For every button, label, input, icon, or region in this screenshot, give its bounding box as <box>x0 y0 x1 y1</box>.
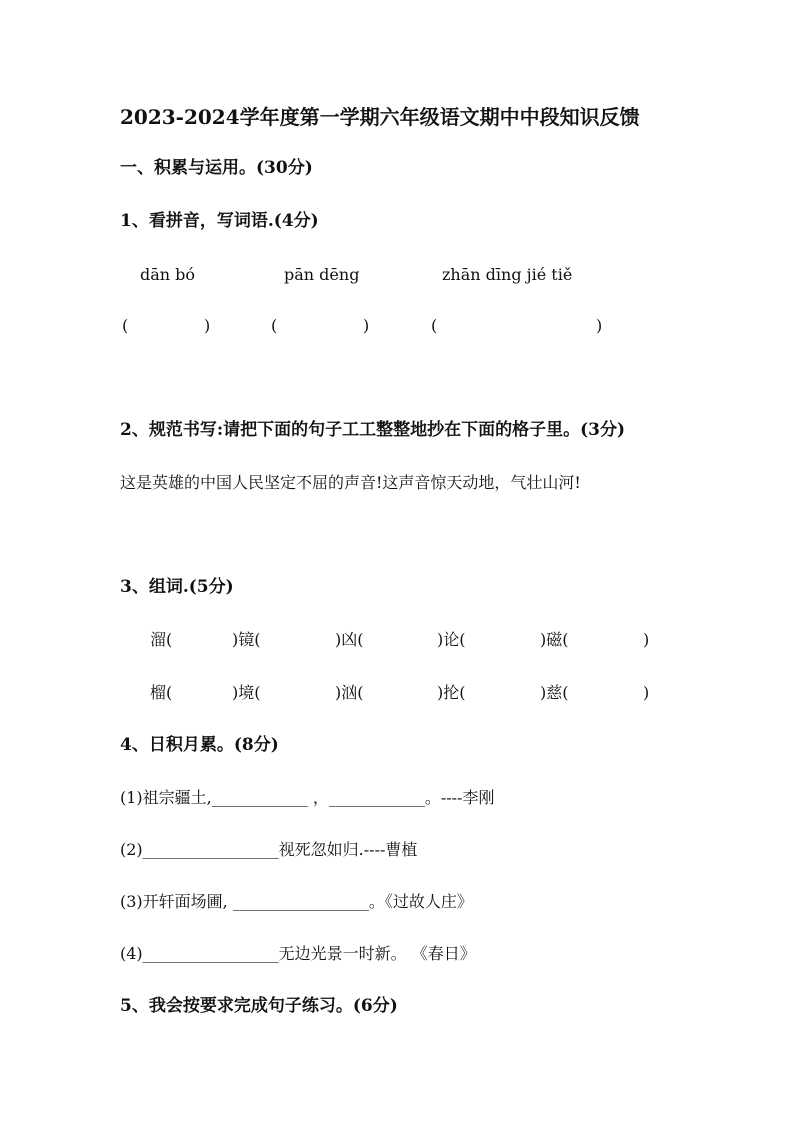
poem-fill-4: (4)_________________无边光景一时新。 《春日》 <box>120 944 476 963</box>
word-prompt-5: )磁( <box>540 630 569 649</box>
pinyin-3: zhān dīng jié tiě <box>442 265 573 284</box>
answer-box-2-close: ) <box>363 316 370 335</box>
question-4-heading: 4、日积月累。(8分) <box>120 735 279 755</box>
poem-fill-3: (3)开轩面场圃, _________________。《过故人庄》 <box>120 892 473 911</box>
word-prompt-4: )论( <box>437 630 466 649</box>
answer-box-3-open: ( <box>431 316 438 335</box>
question-3-heading: 3、组词.(5分) <box>120 577 234 597</box>
copy-sentence: 这是英雄的中国人民坚定不屈的声音!这声音惊天动地，气壮山河! <box>120 473 581 492</box>
answer-box-2-open: ( <box>271 316 278 335</box>
poem-fill-2: (2)_________________视死忽如归.----曹植 <box>120 840 418 859</box>
word-prompt-8: )汹( <box>335 683 364 702</box>
question-2-heading: 2、规范书写:请把下面的句子工工整整地抄在下面的格子里。(3分) <box>120 420 626 440</box>
page-title: 2023-2024学年度第一学期六年级语文期中中段知识反馈 <box>120 105 640 129</box>
question-1-heading: 1、看拼音，写词语.(4分) <box>120 211 319 231</box>
question-5-heading: 5、我会按要求完成句子练习。(6分) <box>120 996 398 1016</box>
poem-fill-1: (1)祖宗疆土,____________ ，____________。----李刚 <box>120 788 495 807</box>
word-prompt-9: )抡( <box>437 683 466 702</box>
answer-box-1-open: ( <box>122 316 129 335</box>
section-heading: 一、积累与运用。(30分) <box>120 158 313 178</box>
word-prompt-3: )凶( <box>335 630 364 649</box>
answer-box-3-close: ) <box>596 316 603 335</box>
word-prompt-1: 溜( <box>150 630 173 649</box>
answer-box-1-close: ) <box>204 316 211 335</box>
word-prompt-end: ) <box>643 630 650 649</box>
word-prompt-10: )慈( <box>540 683 569 702</box>
word-prompt-7: )境( <box>232 683 261 702</box>
word-prompt-6: 榴( <box>150 683 173 702</box>
word-prompt-2: )镜( <box>232 630 261 649</box>
word-prompt-end-2: ) <box>643 683 650 702</box>
pinyin-2: pān dēng <box>284 265 360 284</box>
pinyin-1: dān bó <box>140 265 196 284</box>
